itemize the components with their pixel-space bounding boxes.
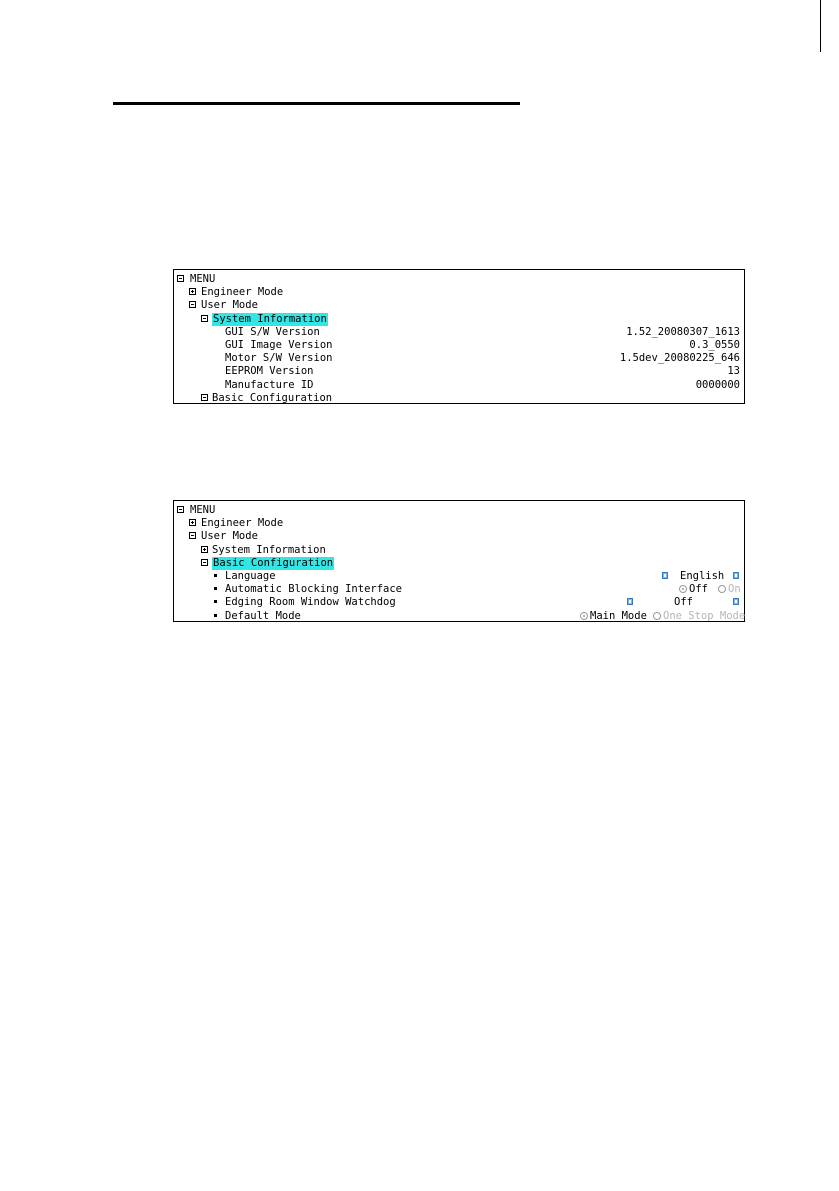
tree-node-user-mode[interactable]: [174, 299, 744, 312]
setting-row-language: [174, 570, 744, 583]
tree-node-engineer-mode[interactable]: [174, 286, 744, 299]
bullet-icon: [214, 574, 217, 577]
info-value: 0000000: [695, 378, 740, 391]
next-arrow-icon[interactable]: [733, 598, 739, 605]
tree-node-engineer-mode[interactable]: [174, 517, 744, 530]
radio-off-label: Off: [689, 583, 708, 596]
prev-arrow-icon[interactable]: [662, 572, 668, 579]
tree-label-selected: Basic Configuration: [213, 556, 334, 569]
setting-row-default-mode: [174, 610, 744, 623]
watchdog-value: Off: [674, 596, 693, 609]
info-row: [174, 352, 744, 365]
tree-label-selected: System Information: [213, 312, 327, 325]
tree-node-menu[interactable]: [174, 504, 744, 517]
tree-node-user-mode[interactable]: [174, 530, 744, 543]
menu-panel-system-information: [173, 269, 745, 404]
collapse-icon[interactable]: [189, 301, 196, 308]
bullet-icon: [214, 587, 217, 590]
setting-row-auto-blocking: [174, 583, 744, 596]
next-arrow-icon[interactable]: [733, 572, 739, 579]
setting-row-edging-watchdog: [174, 596, 744, 609]
radio-main-mode-label: Main Mode: [590, 609, 647, 622]
radio-main-mode[interactable]: [580, 612, 588, 620]
radio-on[interactable]: [718, 585, 726, 593]
menu-panel-basic-configuration: [173, 500, 745, 622]
tree-label: User Mode: [201, 530, 258, 543]
expand-icon[interactable]: [201, 546, 208, 553]
tree-label: MENU: [190, 504, 216, 516]
collapse-icon[interactable]: [177, 506, 184, 513]
info-value: 1.52_20080307_1613: [626, 325, 740, 338]
radio-off[interactable]: [679, 585, 687, 593]
setting-label: Edging Room Window Watchdog: [225, 596, 396, 609]
tree-node-system-information[interactable]: [174, 544, 744, 557]
setting-label: Default Mode: [225, 609, 301, 622]
setting-label: Automatic Blocking Interface: [225, 583, 403, 596]
collapse-icon[interactable]: [177, 275, 184, 282]
tree-label: System Information: [212, 543, 326, 556]
info-row: [174, 339, 744, 352]
tree-node-basic-configuration[interactable]: [174, 392, 744, 405]
radio-one-stop-mode[interactable]: [653, 612, 661, 620]
info-value: 0.3_0550: [689, 338, 740, 351]
tree-label: User Mode: [201, 299, 258, 312]
bullet-icon: [214, 600, 217, 603]
collapse-icon[interactable]: [201, 559, 208, 566]
expand-icon[interactable]: [189, 288, 196, 295]
info-row: [174, 326, 744, 339]
setting-label: Language: [225, 569, 276, 582]
bullet-icon: [214, 614, 217, 617]
radio-one-stop-mode-label: One Stop Mode: [663, 609, 746, 622]
info-row: [174, 365, 744, 378]
tree-label: MENU: [190, 273, 216, 285]
collapse-icon[interactable]: [201, 394, 208, 401]
prev-arrow-icon[interactable]: [627, 598, 633, 605]
tree-node-system-information[interactable]: [174, 313, 744, 326]
collapse-icon[interactable]: [201, 315, 208, 322]
info-label: EEPROM Version: [225, 365, 314, 378]
heading-rule: [113, 102, 520, 105]
info-row: [174, 379, 744, 392]
expand-icon[interactable]: [189, 519, 196, 526]
language-value: English: [680, 569, 725, 582]
info-label: Manufacture ID: [225, 378, 314, 391]
tree-label: Engineer Mode: [201, 517, 284, 530]
info-label: Motor S/W Version: [225, 352, 333, 365]
tree-label: Engineer Mode: [201, 286, 284, 299]
collapse-icon[interactable]: [189, 532, 196, 539]
info-label: GUI Image Version: [225, 338, 333, 351]
tree-node-basic-configuration[interactable]: [174, 557, 744, 570]
info-value: 1.5dev_20080225_646: [619, 352, 740, 365]
page-edge-mark: [820, 0, 821, 52]
radio-on-label: On: [728, 583, 741, 596]
info-label: GUI S/W Version: [225, 325, 320, 338]
info-value: 13: [727, 365, 740, 378]
tree-node-menu[interactable]: [174, 273, 744, 286]
tree-label: Basic Configuration: [212, 391, 333, 404]
